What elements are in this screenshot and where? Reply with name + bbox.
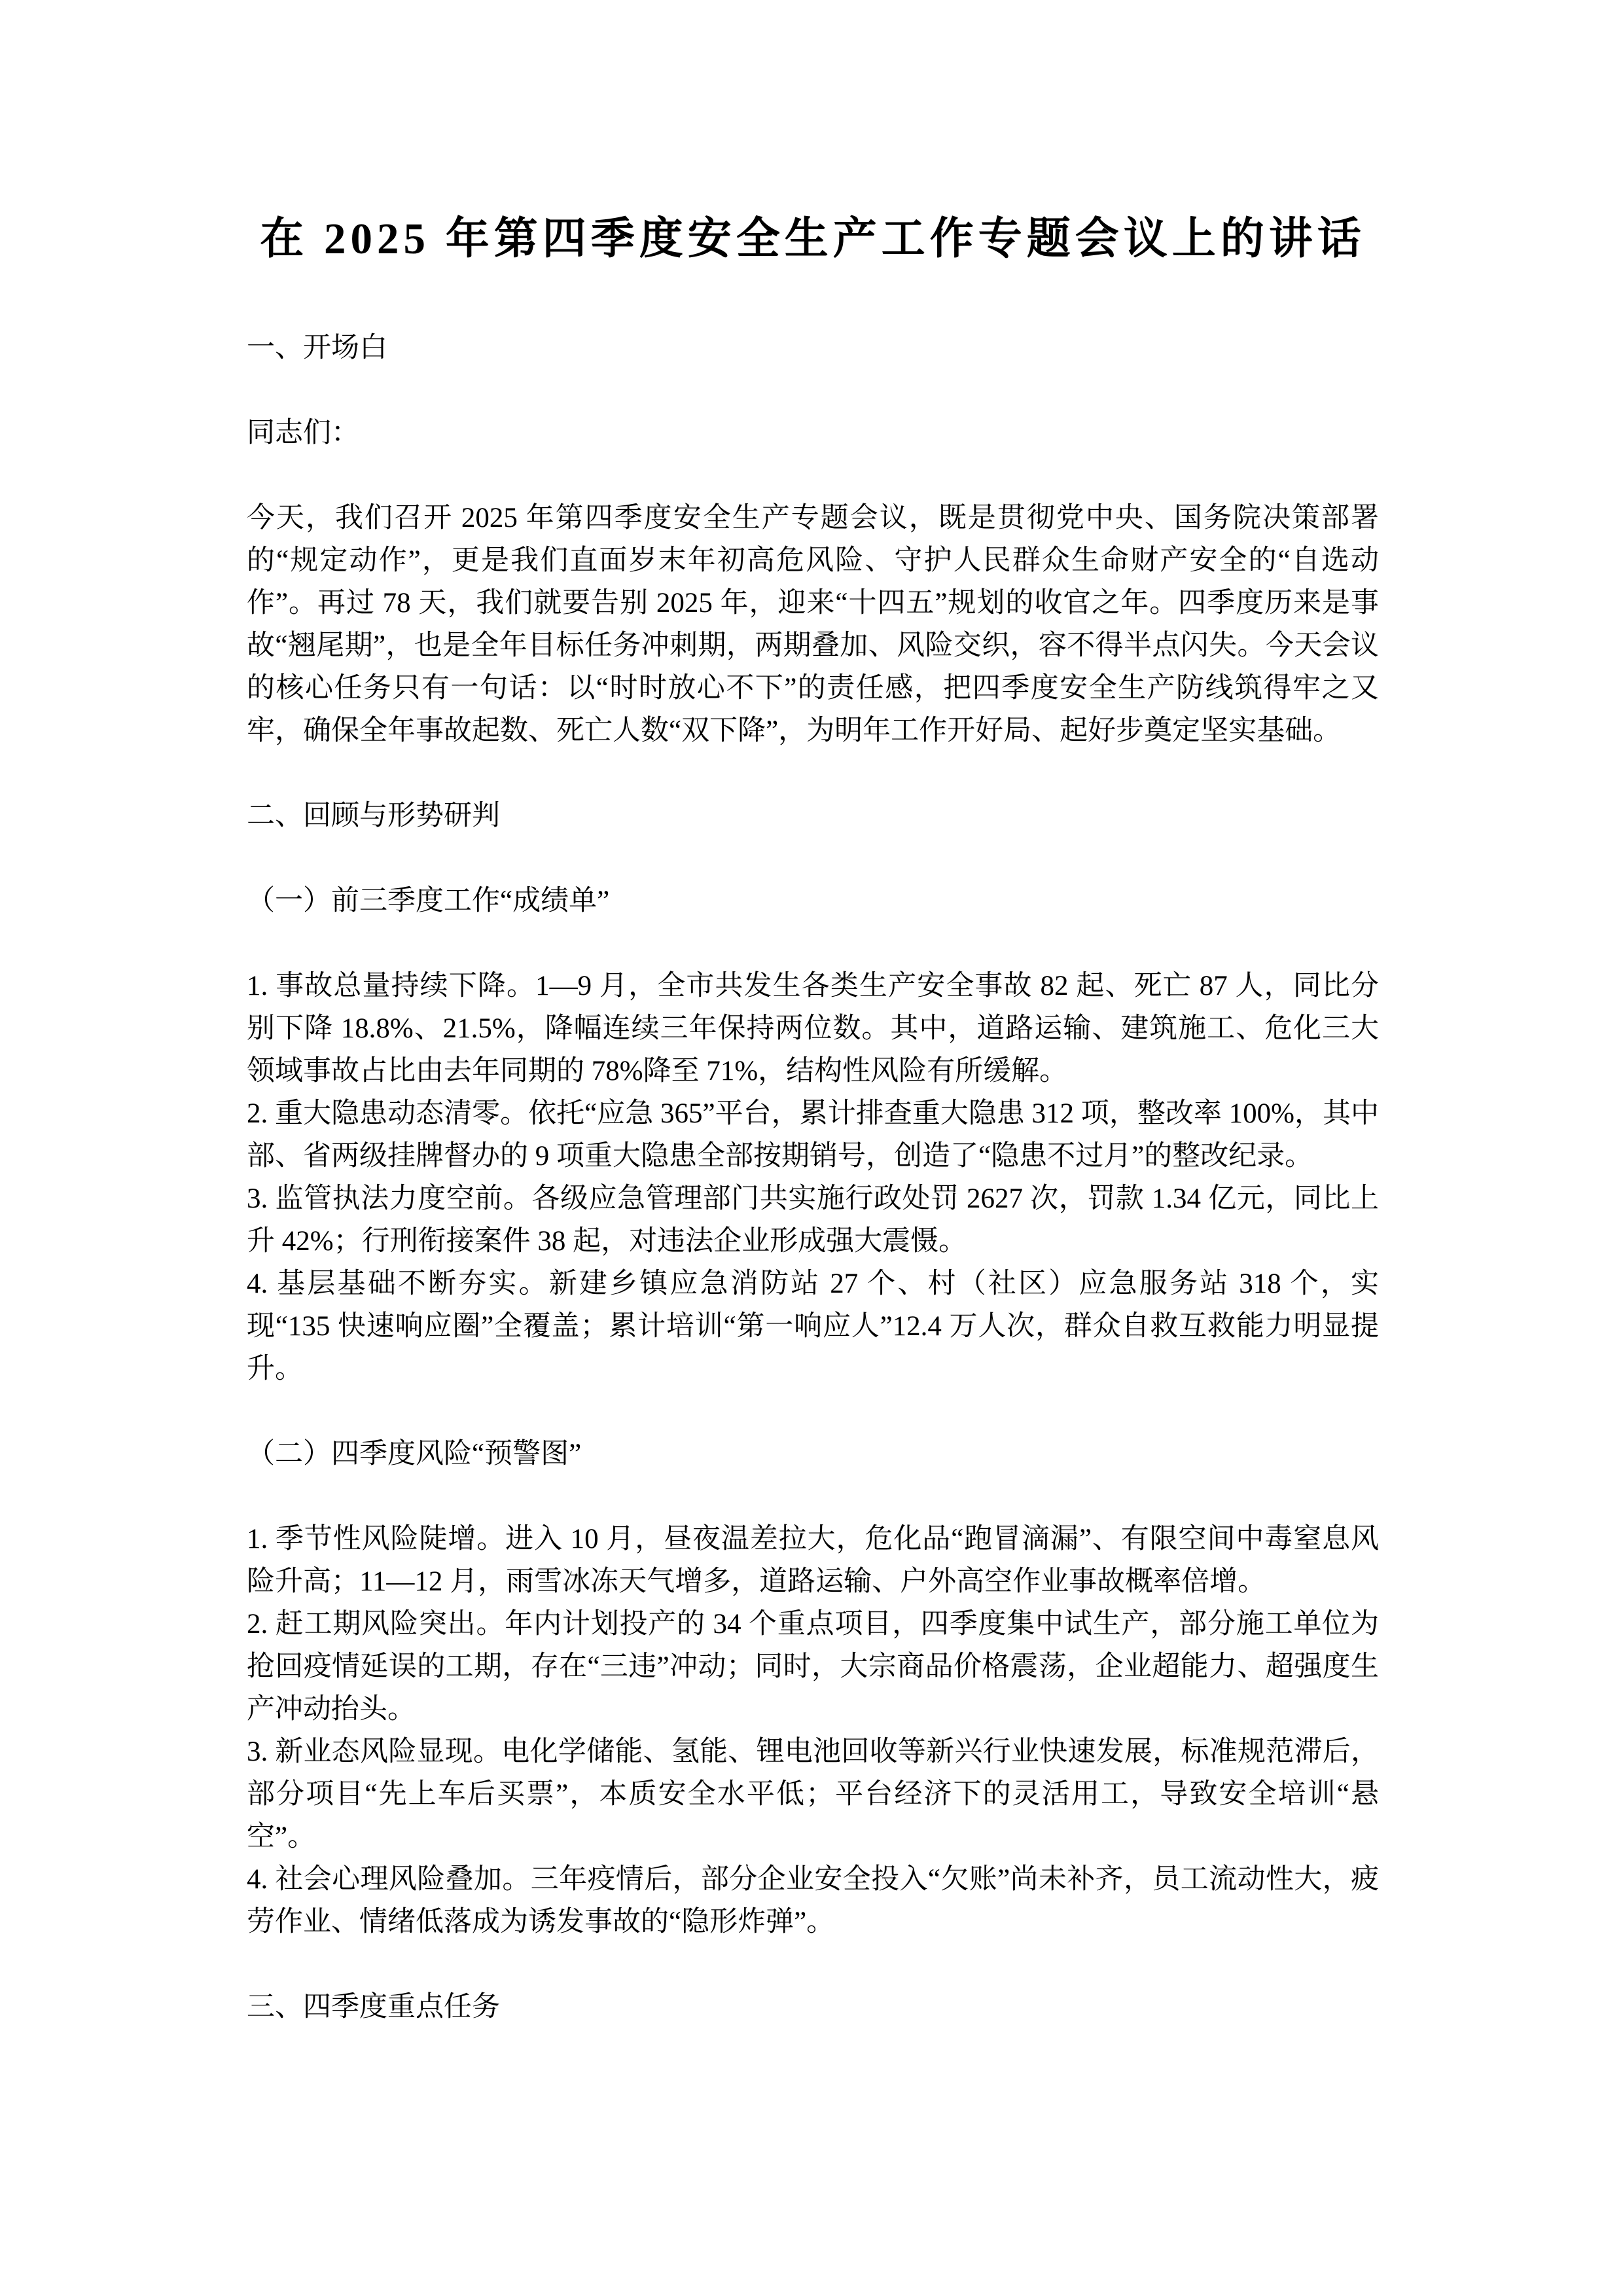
list-item: 4. 基层基础不断夯实。新建乡镇应急消防站 27 个、村（社区）应急服务站 318 个，实现“135 快速响应圈”全覆盖；累计培训“第一响应人”12.4 万人次，群众自救互救能力明显提升。: [247, 1268, 1379, 1384]
list-item: 1. 事故总量持续下降。1—9 月，全市共发生各类生产安全事故 82 起、死亡 87 人，同比分别下降 18.8%、21.5%，降幅连续三年保持两位数。其中，道路运输、建筑施工、危化三大领域事故占比由去年同期的 78%降至 71%，结构性风险有所缓解。: [247, 971, 1379, 1086]
q4-risk-list: [247, 1518, 1379, 1943]
section-heading-review: 二、回顾与形势研判: [247, 800, 500, 831]
opening-paragraph: 今天，我们召开 2025 年第四季度安全生产专题会议，既是贯彻党中央、国务院决策部署的“规定动作”，更是我们直面岁末年初高危风险、守护人民群众生命财产安全的“自选动作”。再过 78 天，我们就要告别 2025 年，迎来“十四五”规划的收官之年。四季度历来是事故“翘尾期”，也是全年目标任务冲刺期，两期叠加、风险交织，容不得半点闪失。今天会议的核心任务只有一句话：以“时时放心不下”的责任感，把四季度安全生产防线筑得牢之又牢，确保全年事故起数、死亡人数“双下降”，为明年工作开好局、起好步奠定坚实基础。: [247, 503, 1379, 746]
section-heading-opening: 一、开场白: [247, 332, 387, 363]
subsection-heading-q3-scorecard: （一）前三季度工作“成绩单”: [247, 886, 610, 916]
list-item: 4. 社会心理风险叠加。三年疫情后，部分企业安全投入“欠账”尚未补齐，员工流动性大，疲劳作业、情绪低落成为诱发事故的“隐形炸弹”。: [247, 1864, 1379, 1937]
document-title: 在 2025 年第四季度安全生产工作专题会议上的讲话: [260, 215, 1366, 263]
section-heading-q4-tasks: 三、四季度重点任务: [247, 1992, 500, 2022]
list-item: 2. 赶工期风险突出。年内计划投产的 34 个重点项目，四季度集中试生产，部分施工单位为抢回疫情延误的工期，存在“三违”冲动；同时，大宗商品价格震荡，企业超能力、超强度生产冲动抬头。: [247, 1609, 1379, 1725]
list-item: 1. 季节性风险陡增。进入 10 月，昼夜温差拉大，危化品“跑冒滴漏”、有限空间中毒窒息风险升高；11—12 月，雨雪冰冻天气增多，道路运输、户外高空作业事故概率倍增。: [247, 1524, 1379, 1597]
list-item: 2. 重大隐患动态清零。依托“应急 365”平台，累计排查重大隐患 312 项，整改率 100%，其中部、省两级挂牌督办的 9 项重大隐患全部按期销号，创造了“隐患不过月”的整改纪录。: [247, 1098, 1379, 1172]
q3-scorecard-list: [247, 965, 1379, 1390]
salutation: 同志们：: [247, 418, 359, 448]
subsection-heading-q4-risk-map: （二）四季度风险“预警图”: [247, 1439, 582, 1469]
list-item: 3. 新业态风险显现。电化学储能、氢能、锂电池回收等新兴行业快速发展，标准规范滞后，部分项目“先上车后买票”，本质安全水平低；平台经济下的灵活用工，导致安全培训“悬空”。: [247, 1736, 1379, 1852]
list-item: 3. 监管执法力度空前。各级应急管理部门共实施行政处罚 2627 次，罚款 1.34 亿元，同比上升 42%；行刑衔接案件 38 起，对违法企业形成强大震慑。: [247, 1183, 1379, 1257]
